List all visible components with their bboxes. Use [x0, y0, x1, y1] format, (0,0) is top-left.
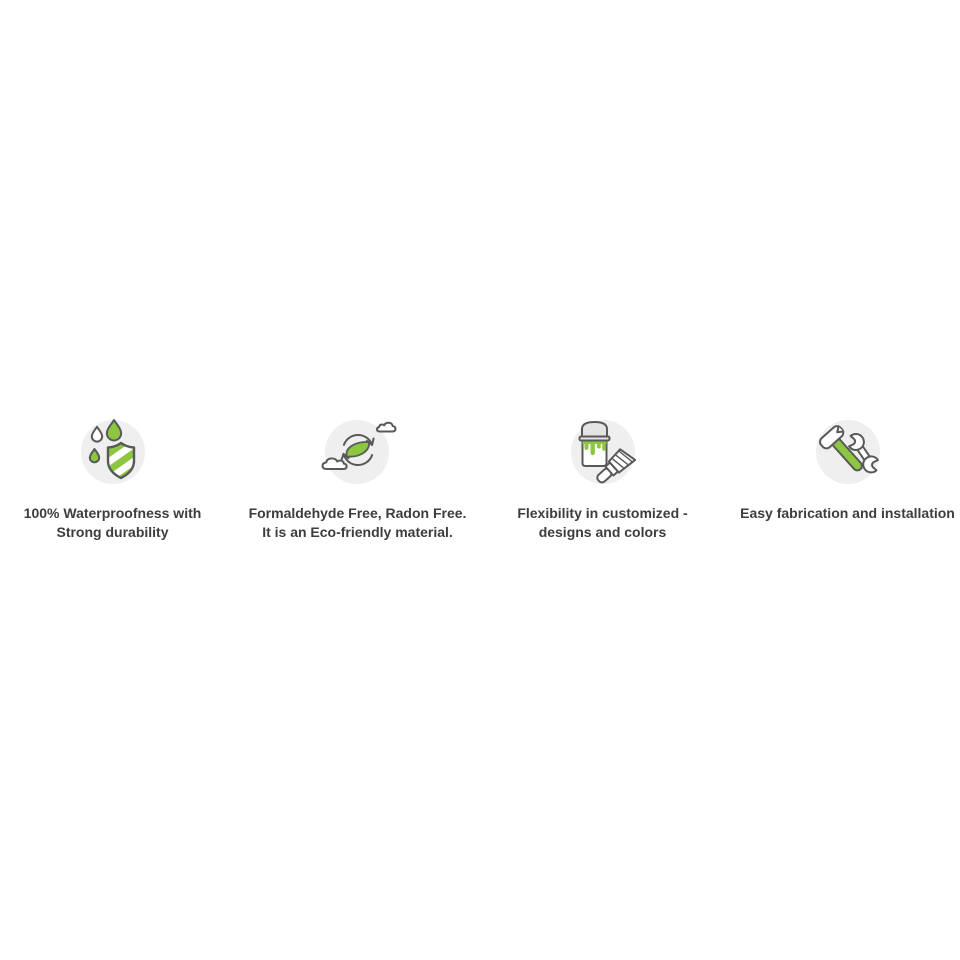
feature-caption-line: designs and colors — [538, 524, 667, 540]
eco-recycle-leaf-icon — [323, 417, 393, 487]
feature-card-installation — [725, 417, 960, 542]
waterproof-shield-icon — [78, 417, 148, 487]
feature-caption-line: Easy fabrication and installation — [740, 505, 955, 521]
feature-caption — [517, 504, 687, 542]
feature-caption — [249, 504, 467, 542]
feature-card-waterproofness — [0, 417, 235, 542]
features-section — [0, 417, 960, 542]
feature-caption-line: 100% Waterproofness with — [23, 505, 202, 521]
paint-bucket-brush-icon — [568, 417, 638, 487]
feature-caption-line: Flexibility in customized - — [517, 505, 688, 521]
feature-caption-line: Formaldehyde Free, Radon Free. — [248, 505, 467, 521]
feature-caption — [740, 504, 955, 523]
feature-caption-line: It is an Eco-friendly material. — [262, 524, 453, 540]
feature-caption-line: Strong durability — [56, 524, 169, 540]
feature-card-customization — [480, 417, 725, 542]
feature-card-eco-friendly — [235, 417, 480, 542]
feature-caption — [24, 504, 202, 542]
hammer-wrench-icon — [813, 417, 883, 487]
